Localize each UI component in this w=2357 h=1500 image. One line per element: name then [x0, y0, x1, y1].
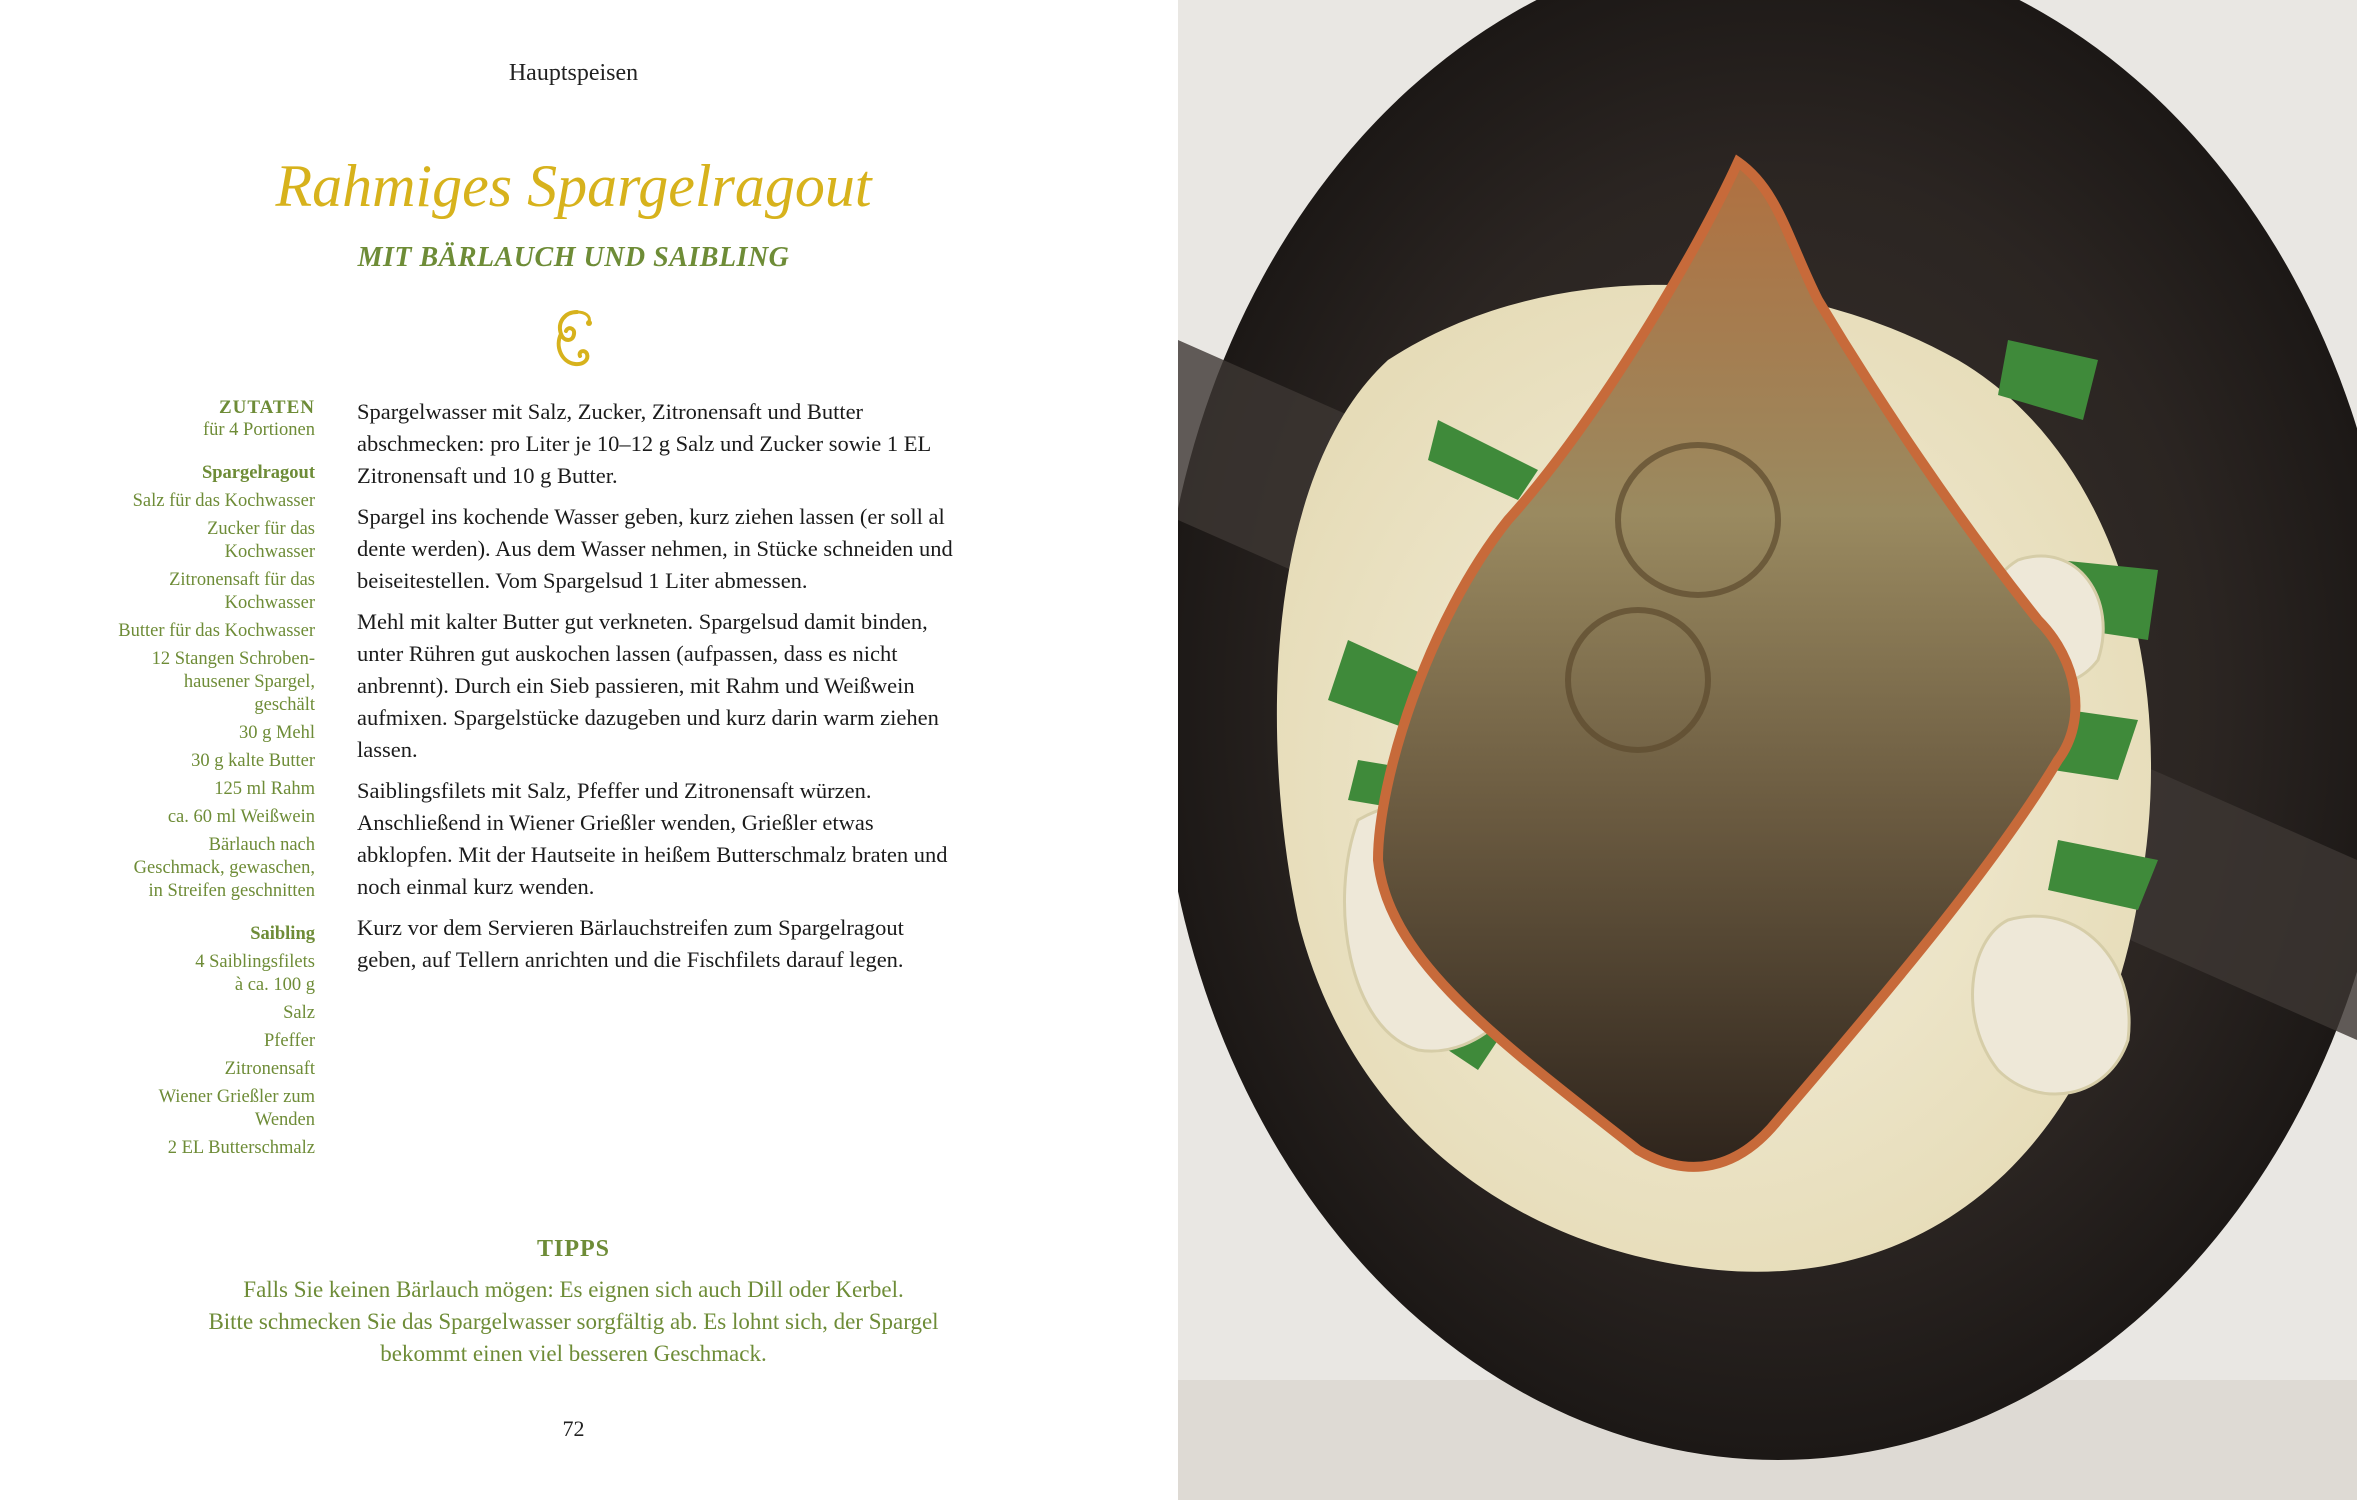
ingredient-group-heading: Saibling [250, 924, 315, 944]
ingredient-item: 30 g kalte Butter [191, 751, 315, 771]
ingredient-item: Bärlauch nach Geschmack, gewaschen, in Streifen geschnitten [133, 835, 315, 901]
ingredient-item: ca. 60 ml Weißwein [167, 807, 315, 827]
left-page [0, 0, 1178, 1500]
tips-text [0, 1274, 1147, 1370]
recipe-title: Rahmiges Spargelragout [275, 153, 872, 219]
ingredient-item: Zitronensaft [224, 1059, 315, 1079]
running-head: Hauptspeisen [508, 60, 639, 86]
dish-photo [1178, 0, 2357, 1500]
ingredients-column [85, 396, 315, 1160]
tips-line: Falls Sie keinen Bärlauch mögen: Es eignen sich auch Dill oder Kerbel. [243, 1277, 904, 1302]
ingredient-group-heading: Spargelragout [201, 463, 315, 483]
method-paragraph: Spargel ins kochende Wasser geben, kurz ziehen lassen (er soll al dente werden). Aus dem Wasser nehmen, in Stücke schneiden und beiseitestellen. Vom Spargelsud 1 Liter abmessen. [357, 504, 953, 593]
ingredient-item: 2 EL Butterschmalz [167, 1138, 315, 1158]
ingredient-item: Pfeffer [263, 1031, 315, 1051]
ornament-icon [547, 306, 597, 370]
ingredient-item: Salz für das Kochwasser [132, 491, 315, 511]
portions-label: für 4 Portionen [202, 420, 315, 440]
recipe-subtitle: MIT BÄRLAUCH UND SAIBLING [357, 242, 790, 273]
ingredient-item: Zucker für das Kochwasser [207, 519, 315, 562]
right-page [1178, 0, 2357, 1500]
tips-heading: TIPPS [536, 1236, 610, 1262]
ingredients-heading: ZUTATEN [218, 397, 315, 418]
method-paragraph: Spargelwasser mit Salz, Zucker, Zitronensaft und Butter abschmecken: pro Liter je 10–12 g Salz und Zucker sowie 1 EL Zitronensaft und 10 g Butter. [357, 399, 931, 488]
method-text [357, 396, 967, 985]
ingredient-item: Zitronensaft für das Kochwasser [169, 570, 315, 613]
method-paragraph: Mehl mit kalter Butter gut verkneten. Spargelsud damit binden, unter Rühren gut auskochen lassen (aufpassen, dass es nicht anbrennt). Durch ein Sieb passieren, mit Rahm und Weißwein aufmixen. Spargelstücke dazugeben und kurz darin warm ziehen lassen. [357, 609, 939, 762]
tips-line: Bitte schmecken Sie das Spargelwasser sorgfältig ab. Es lohnt sich, der Spargel [208, 1309, 939, 1334]
method-paragraph: Saiblingsfilets mit Salz, Pfeffer und Zitronensaft würzen. Anschließend in Wiener Grießler wenden, Grießler etwas abklopfen. Mit der Hautseite in heißem Butterschmalz braten und noch einmal kurz wenden. [357, 778, 948, 899]
ingredient-item: 12 Stangen Schroben- hausener Spargel, geschält [151, 649, 315, 715]
page-number: 72 [562, 1416, 585, 1441]
ingredient-item: 125 ml Rahm [214, 779, 315, 799]
method-paragraph: Kurz vor dem Servieren Bärlauchstreifen zum Spargelragout geben, auf Tellern anrichten und die Fischfilets darauf legen. [357, 915, 904, 972]
tips-line: bekommt einen viel besseren Geschmack. [380, 1341, 767, 1366]
ingredient-item: Wiener Grießler zum Wenden [158, 1087, 315, 1130]
ingredient-groups [85, 462, 315, 1160]
ingredient-item: 4 Saiblingsfilets à ca. 100 g [195, 952, 315, 995]
ingredient-item: Salz [283, 1003, 315, 1023]
ingredient-item: Butter für das Kochwasser [118, 621, 315, 641]
ingredient-item: 30 g Mehl [238, 723, 315, 743]
